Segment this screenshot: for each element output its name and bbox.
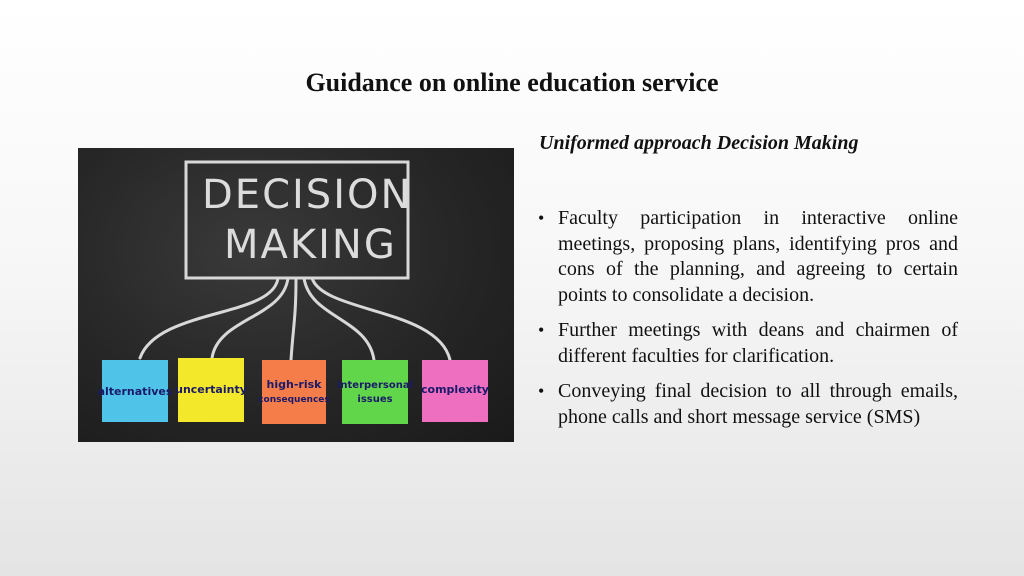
sticky-note-label-line2: issues <box>357 394 393 405</box>
chalk-branch <box>212 278 288 358</box>
sticky-note-interpersonal-issues <box>337 360 413 424</box>
chalk-branch <box>304 278 374 360</box>
sticky-note-high-risk-consequences <box>258 360 330 424</box>
sticky-note-label: high-risk <box>266 378 322 391</box>
bullet-text: Conveying final decision to all through emails, phone calls and short message service (SMS) <box>558 380 958 428</box>
chalk-heading-line1: DECISION <box>202 172 413 218</box>
bullet-text: Further meetings with deans and chairmen of different faculties for clarification. <box>558 319 958 367</box>
sticky-note-background <box>262 360 326 424</box>
chalkboard-drawing <box>78 148 514 442</box>
bullet-item <box>538 379 958 430</box>
bullet-marker: • <box>538 381 545 401</box>
sticky-note-label: alternatives <box>97 385 173 398</box>
sticky-note-background <box>342 360 408 424</box>
sticky-note-label: complexity <box>421 383 489 396</box>
bullet-item <box>538 318 958 369</box>
section-subtitle: Uniformed approach Decision Making <box>539 132 859 154</box>
sticky-note-alternatives <box>98 360 173 422</box>
sticky-note-label: uncertainty <box>175 383 247 396</box>
chalk-branch <box>312 278 450 360</box>
decision-making-chalkboard-image <box>78 148 514 442</box>
sticky-note-label: interpersonal <box>336 380 414 391</box>
bullet-text: Faculty participation in interactive online meetings, proposing plans, identifying pros and cons of the planning, and agreeing to certain points to consolidate a decision. <box>558 207 958 306</box>
sticky-note-complexity <box>421 360 489 422</box>
bullet-marker: • <box>538 320 545 340</box>
bullet-item <box>538 206 958 308</box>
bullet-list <box>538 206 958 440</box>
sticky-note-uncertainty <box>175 358 247 422</box>
sticky-note-label-line2: consequences <box>258 395 330 405</box>
chalk-branch <box>291 278 296 360</box>
chalk-branch <box>140 278 278 358</box>
slide-title: Guidance on online education service <box>305 68 719 97</box>
bullet-marker: • <box>538 208 545 228</box>
chalk-heading-line2: MAKING <box>224 222 397 268</box>
